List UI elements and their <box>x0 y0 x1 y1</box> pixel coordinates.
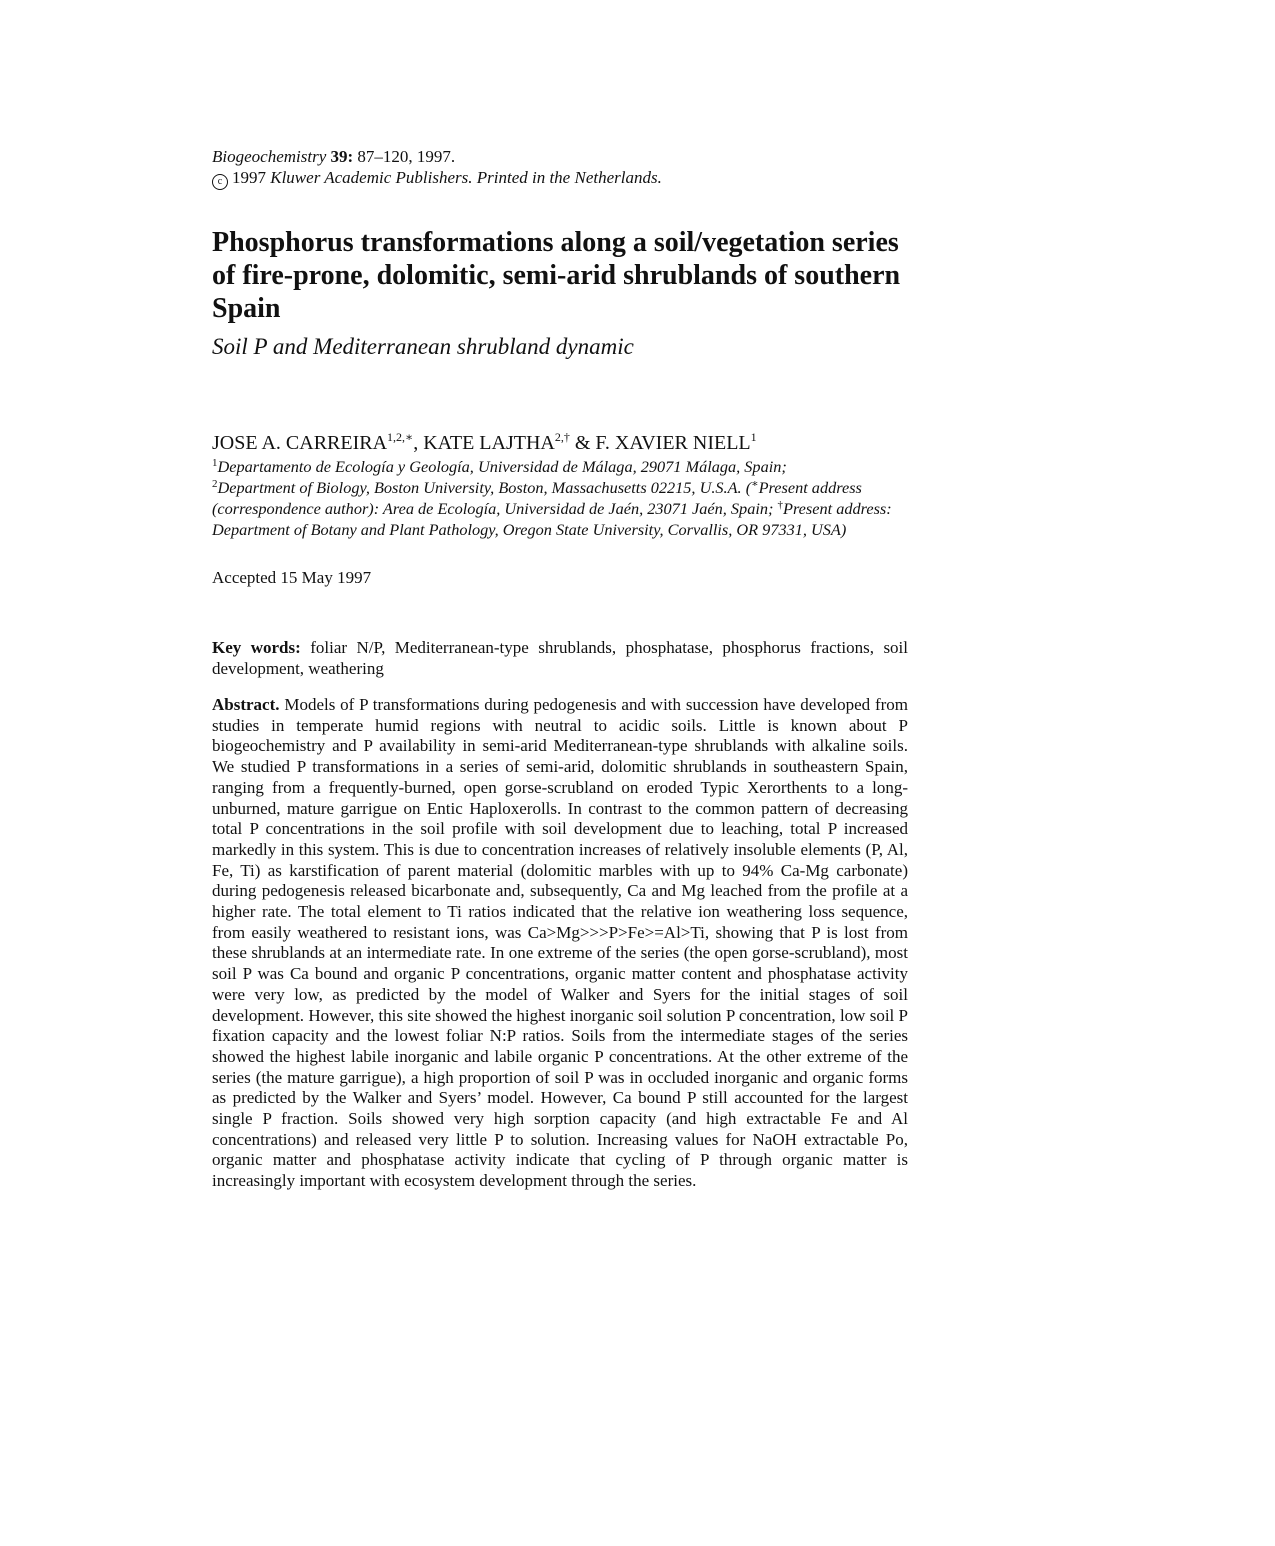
author-list <box>212 431 908 455</box>
affil-marker-star: ∗ <box>751 478 759 490</box>
author-carreira: JOSE A. CARREIRA <box>212 432 388 454</box>
keywords-section <box>212 637 908 679</box>
author-separator: , <box>413 432 424 454</box>
author-lajtha-affil: 2,† <box>554 430 570 444</box>
affil-oregon: Present address: Department of Botany and Plant Pathology, Oregon State University, Corvallis, OR 97331, USA) <box>212 499 892 539</box>
abstract-label: Abstract. <box>212 695 280 714</box>
article-title: Phosphorus transformations along a soil/vegetation series of fire-prone, dolomitic, semi-arid shrublands of southern Spain <box>212 227 901 324</box>
author-lajtha: KATE LAJTHA <box>423 432 555 454</box>
journal-pages-year: 87–120, 1997. <box>357 147 456 166</box>
keywords-text: foliar N/P, Mediterranean-type shrublands, phosphatase, phosphorus fractions, soil development, weathering <box>212 638 909 678</box>
keywords-label: Key words: <box>212 638 301 657</box>
publisher-line: Kluwer Academic Publishers. Printed in the Netherlands. <box>270 168 662 187</box>
author-niell-affil: 1 <box>750 430 757 444</box>
copyright-icon: c <box>212 174 228 190</box>
affiliations <box>212 456 912 540</box>
accepted-date: Accepted 15 May 1997 <box>212 568 372 587</box>
copyright-line <box>212 167 908 190</box>
affil-jaen: Present address (correspondence author): Area de Ecología, Universidad de Jaén, 23071 Jaén, Spain; <box>212 478 862 518</box>
journal-citation <box>212 146 908 167</box>
abstract-text: Models of P transformations during pedogenesis and with succession have developed from studies in temperate humid regions with neutral to acidic soils. Little is known about P biogeochemistry and P availability in semi-arid Mediterranean-type shrublands with alkaline soils. We studied P transformations in a series of semi-arid, dolomitic shrublands in southeastern Spain, ranging from a frequently-burned, open gorse-scrubland on eroded Typic Xerorthents to a long-unburned, mature garrigue on Entic Haploxerolls. In contrast to the common pattern of decreasing total P concentrations in the soil profile with soil development due to leaching, total P increased markedly in this system. This is due to concentration increases of relatively insoluble elements (P, Al, Fe, Ti) as karstification of parent material (dolomitic marbles with up to 94% Ca-Mg carbonate) during pedogenesis released bicarbonate and, subsequently, Ca and Mg leached from the profile at a higher rate. The total element to Ti ratios indicated that the relative ion weathering loss sequence, from easily weathered to resistant ions, was Ca>Mg>>>P>Fe>=Al>Ti, showing that P is lost from these shrublands at an intermediate rate. In one extreme of the series (the open gorse-scrubland), most soil P was Ca bound and organic P concentrations, organic matter content and phosphatase activity were very low, as predicted by the model of Walker and Syers for the initial stages of soil development. However, this site showed the highest inorganic soil solution P concentration, low soil P fixation capacity and the lowest foliar N:P ratios. Soils from the intermediate stages of the series showed the highest labile inorganic and labile organic P concentrations. At the other extreme of the series (the mature garrigue), a high proportion of soil P was in occluded inorganic and organic forms as predicted by the Walker and Syers’ model. However, Ca bound P still accounted for the largest single P fraction. Soils showed very high sorption capacity (and high extractable Fe and Al concentrations) and released very little P to solution. Increasing values for NaOH extractable Po, organic matter and phosphatase activity indicate that cycling of P through organic matter is increasingly important with ecosystem development through the series. <box>212 695 908 1191</box>
author-separator: & <box>569 432 596 454</box>
journal-volume: 39: <box>330 147 354 166</box>
author-carreira-affil: 1,2,∗ <box>387 430 414 444</box>
affil-marker-2: 2 <box>212 478 218 490</box>
author-niell: F. XAVIER NIELL <box>595 432 751 454</box>
affil-boston: Department of Biology, Boston University, Boston, Massachusetts 02215, U.S.A. ( <box>217 478 752 497</box>
article-subtitle: Soil P and Mediterranean shrubland dynamic <box>212 334 634 359</box>
abstract-section <box>212 695 908 1192</box>
affil-marker-dagger: † <box>777 499 783 511</box>
affil-malaga: Departamento de Ecología y Geología, Universidad de Málaga, 29071 Málaga, Spain; <box>217 457 787 476</box>
paper-page <box>212 146 908 1192</box>
affil-marker-1: 1 <box>212 457 218 469</box>
copyright-year: 1997 <box>232 168 266 187</box>
journal-name: Biogeochemistry <box>212 147 327 166</box>
